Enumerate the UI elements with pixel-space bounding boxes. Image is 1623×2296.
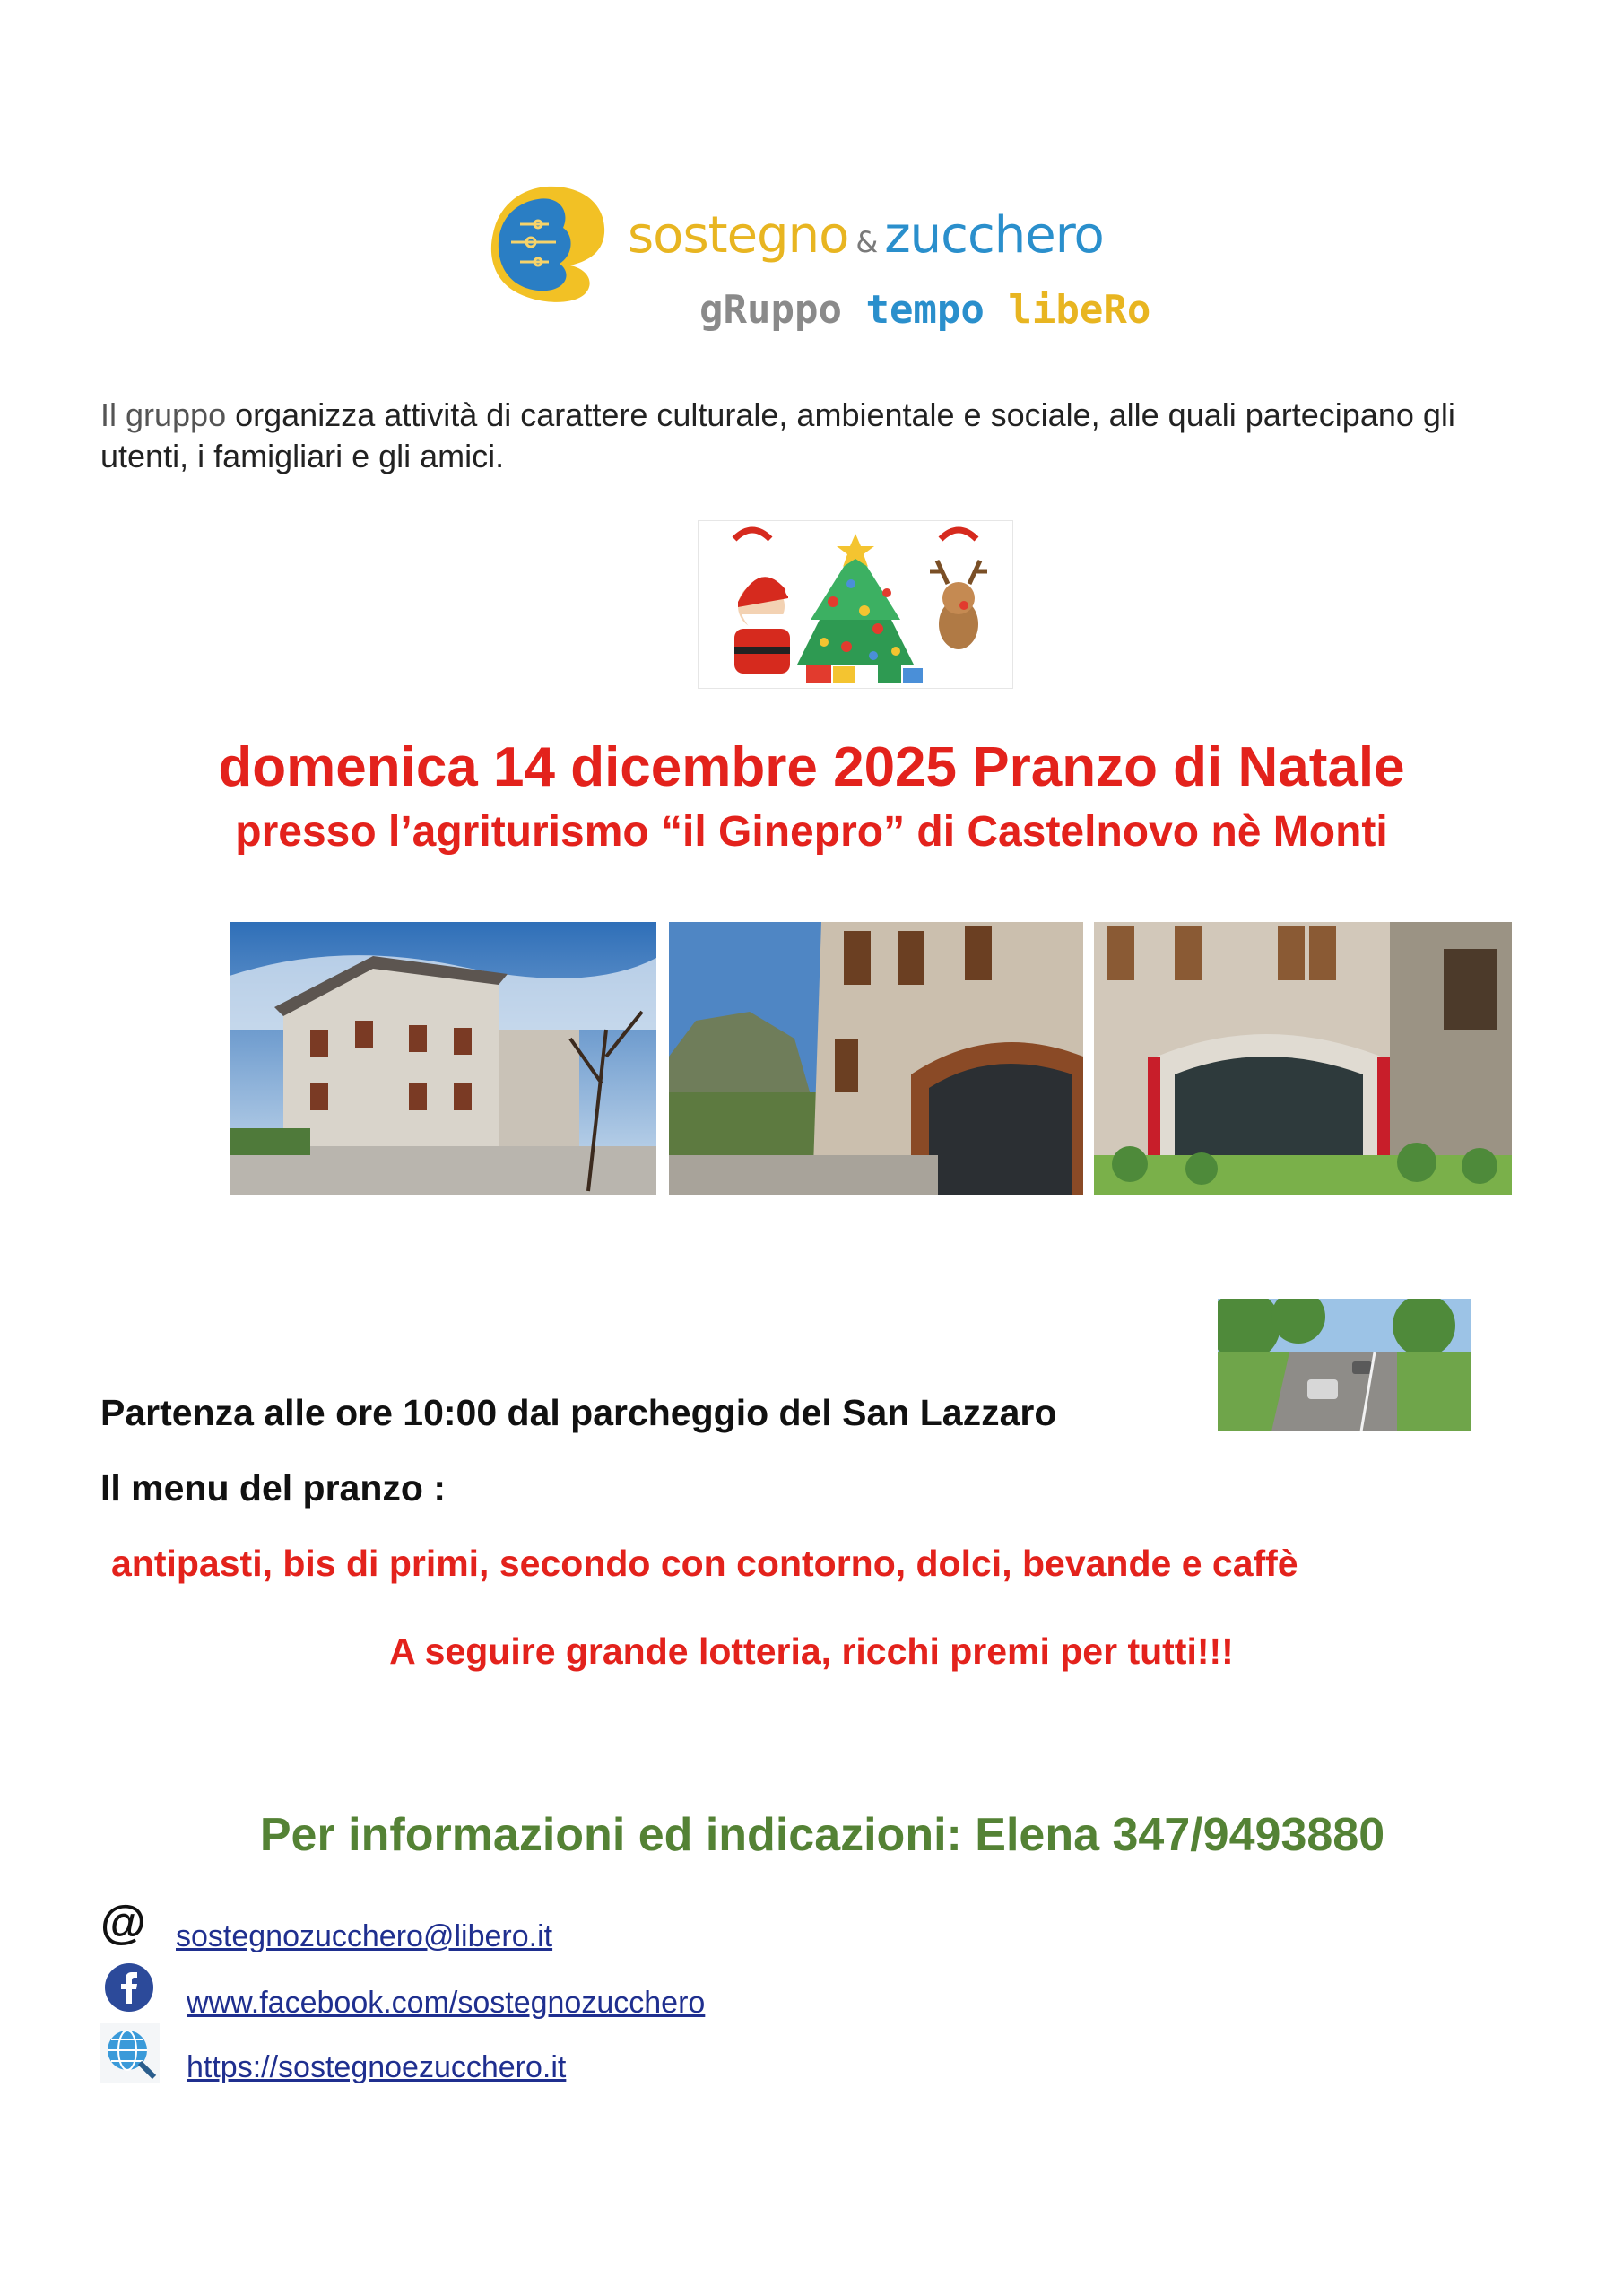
tagline-tempo: tempo <box>865 287 985 333</box>
globe-search-icon <box>100 2023 160 2083</box>
agriturismo-photo-entrance <box>669 922 1083 1195</box>
brand-part-zucchero: zucchero <box>884 206 1104 265</box>
christmas-illustration <box>698 520 1013 689</box>
brand-name <box>628 206 1104 265</box>
menu-items: antipasti, bis di primi, secondo con contorno, dolci, bevande e caffè <box>111 1543 1298 1584</box>
menu-label: Il menu del pranzo : <box>100 1467 446 1509</box>
brand-ampersand: & <box>855 225 878 259</box>
brand-tagline <box>699 287 1150 333</box>
email-at-icon: @ <box>100 1897 146 1949</box>
contact-info-line: Per informazioni ed indicazioni: Elena 347/9493880 <box>259 1809 1385 1861</box>
email-link[interactable]: sostegnozucchero@libero.it <box>176 1919 553 1953</box>
logo-mark-icon <box>484 179 610 305</box>
departure-info: Partenza alle ore 10:00 dal parcheggio del San Lazzaro <box>100 1392 1057 1433</box>
tagline-gruppo: gRuppo <box>699 287 842 333</box>
logo <box>484 179 1166 359</box>
parking-photo <box>1218 1299 1471 1431</box>
agriturismo-photo-exterior <box>230 922 656 1195</box>
lottery-note: A seguire grande lotteria, ricchi premi per tutti!!! <box>389 1631 1234 1672</box>
tagline-libero: libeRo <box>1008 287 1151 333</box>
intro-text: organizza attività di carattere culturale, ambientale e sociale, alle quali partecipano gli utenti, i famigliari e gli amici. <box>100 396 1455 474</box>
agriturismo-photo-facade <box>1094 922 1512 1195</box>
event-title: domenica 14 dicembre 2025 Pranzo di Natale <box>218 736 1405 798</box>
event-location: presso l’agriturismo “il Ginepro” di Castelnovo nè Monti <box>235 808 1388 856</box>
facebook-icon <box>104 1962 154 2013</box>
intro-paragraph <box>100 395 1463 477</box>
facebook-link[interactable]: www.facebook.com/sostegnozucchero <box>187 1986 706 2020</box>
intro-lead: Il gruppo <box>100 396 227 433</box>
brand-part-sostegno: sostegno <box>628 206 849 265</box>
website-link[interactable]: https://sostegnoezucchero.it <box>187 2050 567 2084</box>
